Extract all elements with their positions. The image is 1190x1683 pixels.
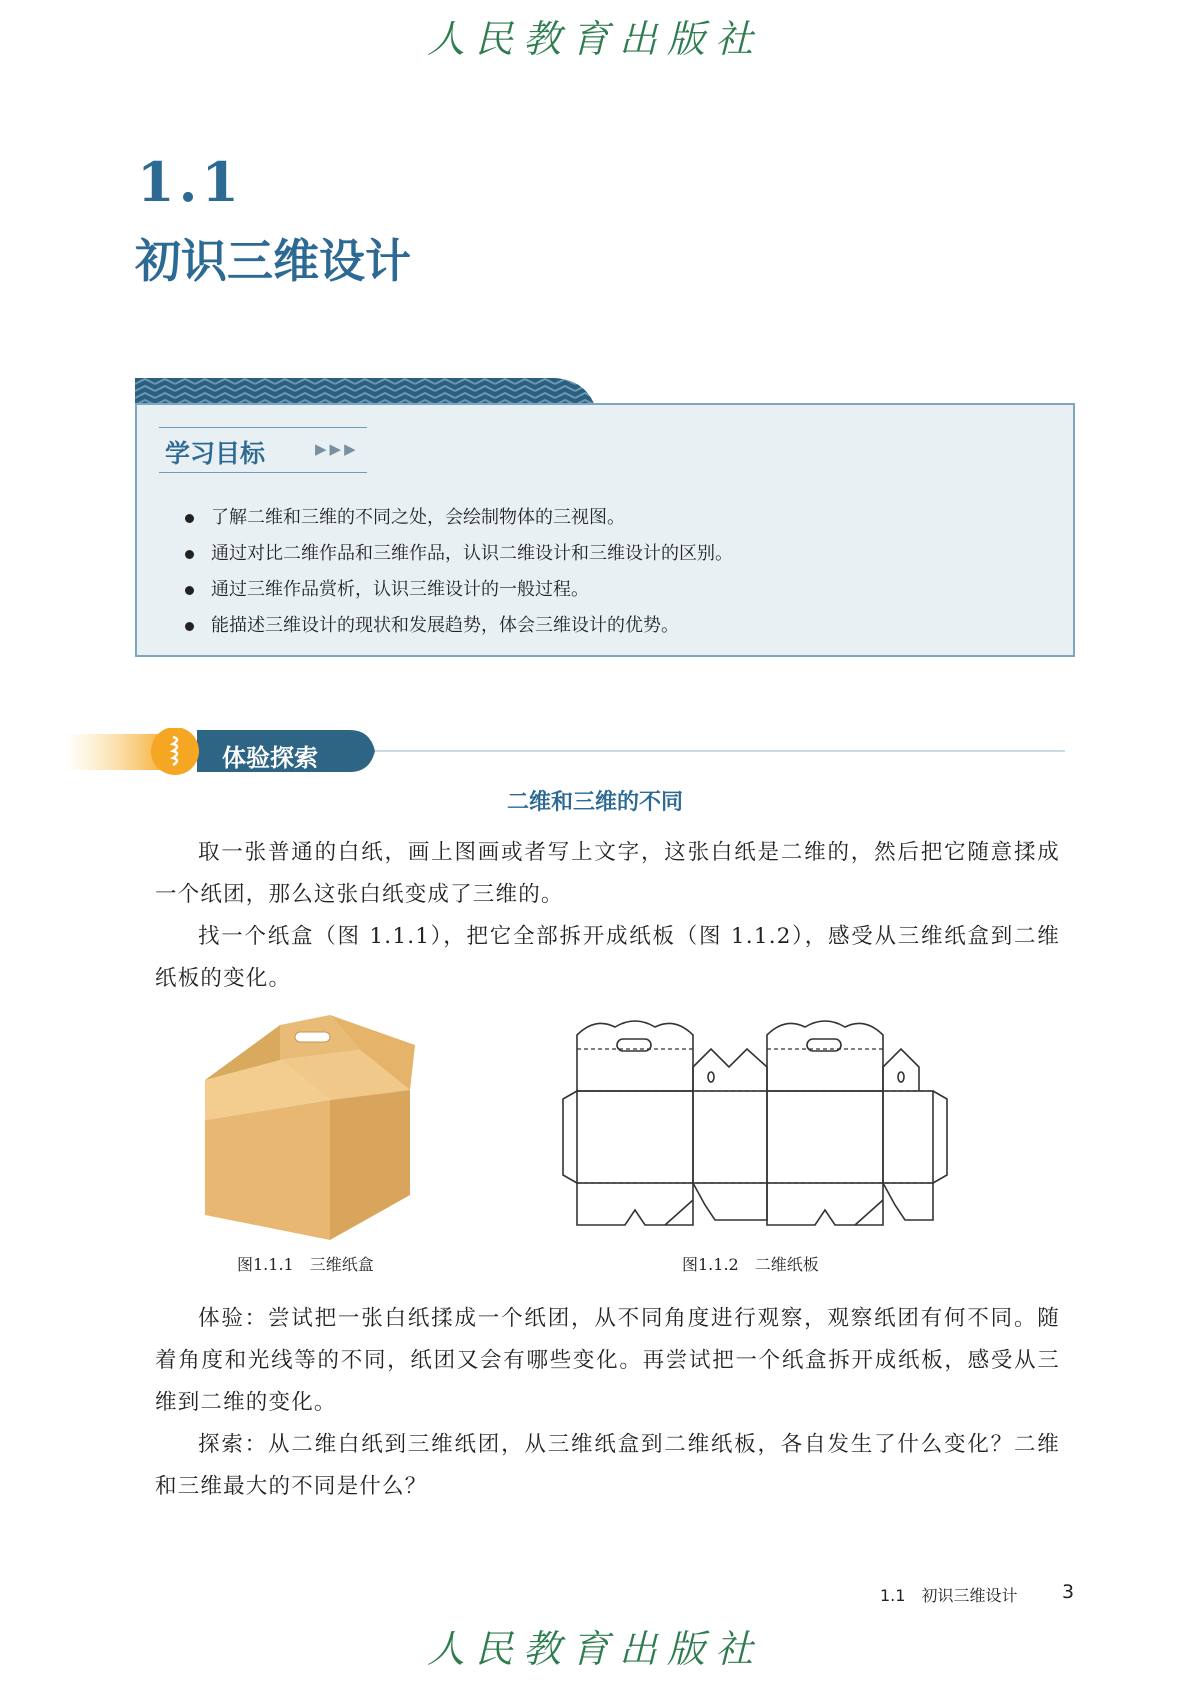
page-number: 3	[1062, 1581, 1075, 1603]
objectives-heading	[159, 427, 367, 473]
explore-label: 体验探索	[222, 744, 318, 772]
objective-item: 通过对比二维作品和三维作品，认识二维设计和三维设计的区别。	[185, 536, 733, 572]
objective-item: 了解二维和三维的不同之处，会绘制物体的三视图。	[185, 500, 733, 536]
paragraph: 探索：从二维白纸到三维纸团，从三维纸盒到二维纸板，各自发生了什么变化？二维和三维最大的不同是什么？	[155, 1432, 1060, 1499]
paragraph: 体验：尝试把一张白纸揉成一个纸团，从不同角度进行观察，观察纸团有何不同。随着角度和光线等的不同，纸团又会有哪些变化。再尝试把一个纸盒拆开成纸板，感受从三维到二维的变化。	[155, 1306, 1060, 1415]
carton-box-illustration	[200, 1010, 420, 1240]
flat-carton-illustration	[555, 1015, 955, 1230]
learning-objectives-box	[135, 403, 1075, 657]
paragraph: 找一个纸盒（图 1.1.1），把它全部拆开成纸板（图 1.1.2），感受从三维纸盒到二维纸板的变化。	[155, 924, 1060, 991]
objectives-banner	[135, 378, 595, 406]
publisher-logo-top: 人民教育出版社	[426, 17, 763, 61]
objective-item: 能描述三维设计的现状和发展趋势，体会三维设计的优势。	[185, 608, 733, 644]
publisher-logo-bottom: 人民教育出版社	[426, 1627, 763, 1671]
figure-caption: 图1.1.2 二维纸板	[682, 1255, 819, 1274]
section-title: 初识三维设计	[135, 234, 411, 288]
explore-section-bar	[65, 728, 1065, 778]
objectives-list	[185, 500, 733, 644]
subsection-title: 二维和三维的不同	[506, 790, 683, 815]
figure-caption: 图1.1.1 三维纸盒	[237, 1255, 374, 1274]
paragraph: 取一张普通的白纸，画上图画或者写上文字，这张白纸是二维的，然后把它随意揉成一个纸团，那么这张白纸变成了三维的。	[155, 840, 1060, 907]
objectives-heading-text: 学习目标	[165, 439, 266, 468]
footer-section-label: 1.1 初识三维设计	[880, 1586, 1018, 1605]
objective-item: 通过三维作品赏析，认识三维设计的一般过程。	[185, 572, 733, 608]
triple-arrow-icon: ▶▶▶	[315, 440, 359, 458]
section-number: 1.1	[137, 150, 243, 214]
